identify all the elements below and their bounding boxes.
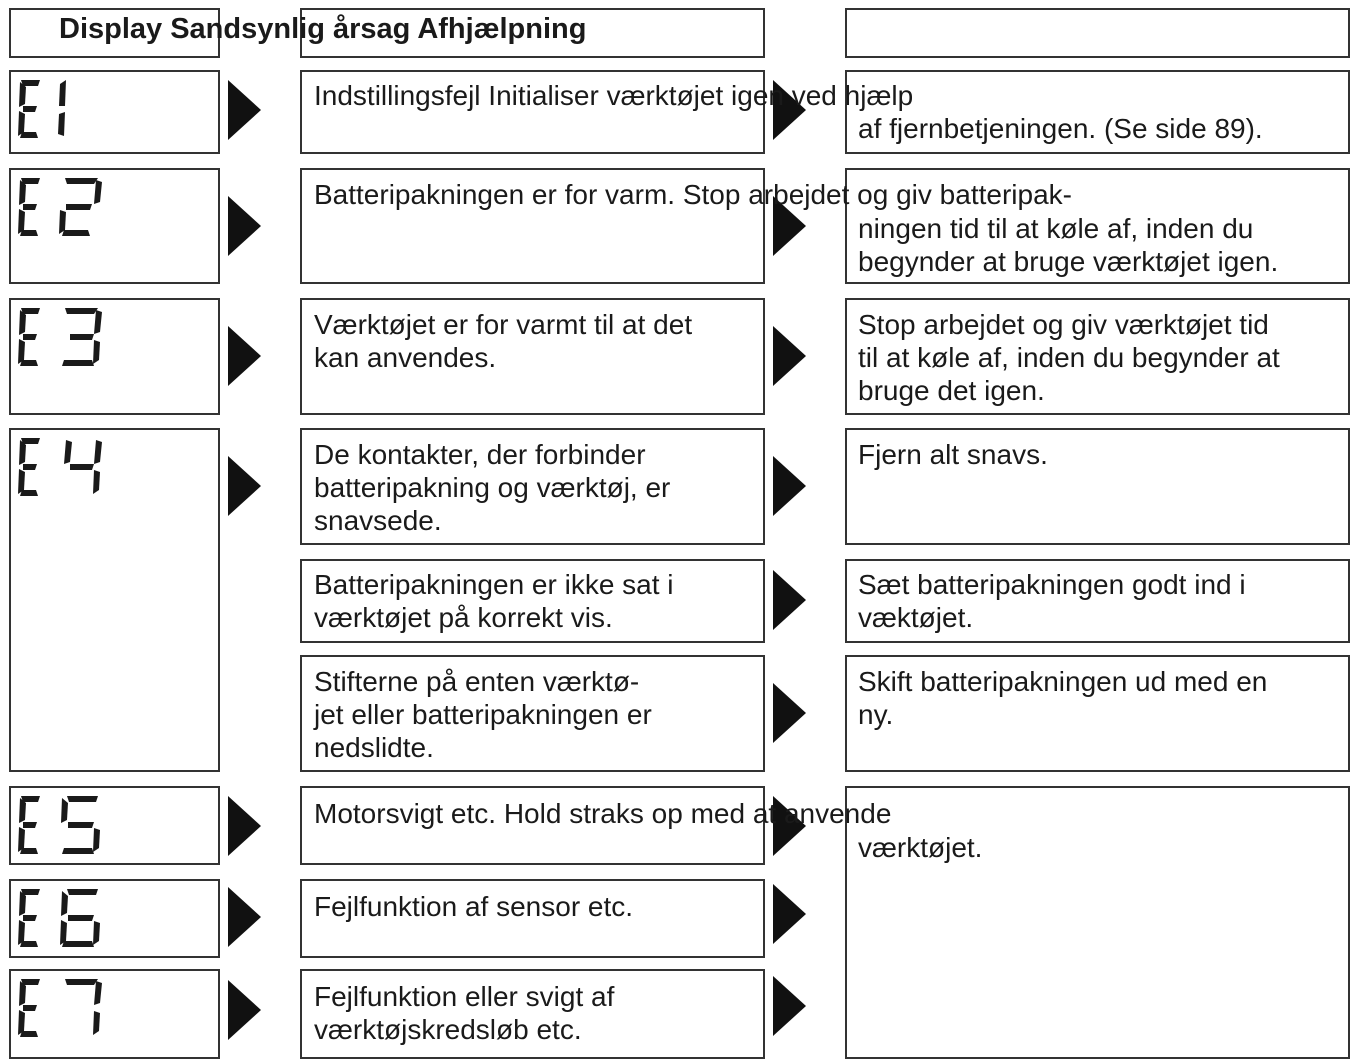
cause-text-e1: Indstillingsfejl Initialiser værktøjet igen ved hjælp <box>314 80 914 111</box>
arrow-icon <box>228 887 261 947</box>
remedy-text-e2: ningen tid til at køle af, inden du begynder at bruge værktøjet igen. <box>858 213 1279 277</box>
display-code-e7 <box>18 977 108 1039</box>
remedy-text-e1: af fjernbetjeningen. (Se side 89). <box>858 113 1263 144</box>
display-code-e2 <box>18 176 108 238</box>
arrow-icon <box>773 456 806 516</box>
header-cell-remedy <box>845 8 1350 58</box>
arrow-icon <box>773 326 806 386</box>
arrow-icon <box>228 196 261 256</box>
arrow-icon <box>773 570 806 630</box>
display-code-e6 <box>18 887 108 949</box>
cause-text-e4-b: Batteripakningen er ikke sat i værktøjet på korrekt vis. <box>314 569 674 633</box>
display-code-e3 <box>18 306 108 368</box>
cause-text-e3: Værktøjet er for varmt til at det kan anvendes. <box>314 309 693 373</box>
display-code-e4 <box>18 436 108 498</box>
arrow-icon <box>228 980 261 1040</box>
arrow-icon <box>773 976 806 1036</box>
arrow-icon <box>228 456 261 516</box>
table-header-title: Display Sandsynlig årsag Afhjælpning <box>59 13 587 45</box>
arrow-icon <box>228 326 261 386</box>
arrow-icon <box>773 683 806 743</box>
cause-text-e4-a: De kontakter, der forbinder batteripakning og værktøj, er snavsede. <box>314 439 671 536</box>
cause-text-e2: Batteripakningen er for varm. Stop arbejdet og giv batteripak- <box>314 179 1072 210</box>
remedy-text-e3: Stop arbejdet og giv værktøjet tid til at køle af, inden du begynder at bruge det igen. <box>858 309 1280 406</box>
arrow-icon <box>773 884 806 944</box>
remedy-text-e4-b: Sæt batteripakningen godt ind i væktøjet. <box>858 569 1246 633</box>
remedy-cell-e5-e7 <box>845 786 1350 1059</box>
remedy-text-e4-c: Skift batteripakningen ud med en ny. <box>858 666 1268 730</box>
display-code-e1 <box>18 78 78 140</box>
remedy-text-e5: værktøjet. <box>858 832 983 863</box>
cause-text-e6: Fejlfunktion af sensor etc. <box>314 891 634 922</box>
cause-text-e4-c: Stifterne på enten værktø- jet eller batteripakningen er nedslidte. <box>314 666 652 763</box>
arrow-icon <box>228 80 261 140</box>
arrow-icon <box>228 796 261 856</box>
remedy-text-e4-a: Fjern alt snavs. <box>858 439 1048 470</box>
cause-text-e7: Fejlfunktion eller svigt af værktøjskredsløb etc. <box>314 981 615 1045</box>
display-code-e5 <box>18 794 108 856</box>
cause-text-e5: Motorsvigt etc. Hold straks op med at anvende <box>314 798 892 829</box>
